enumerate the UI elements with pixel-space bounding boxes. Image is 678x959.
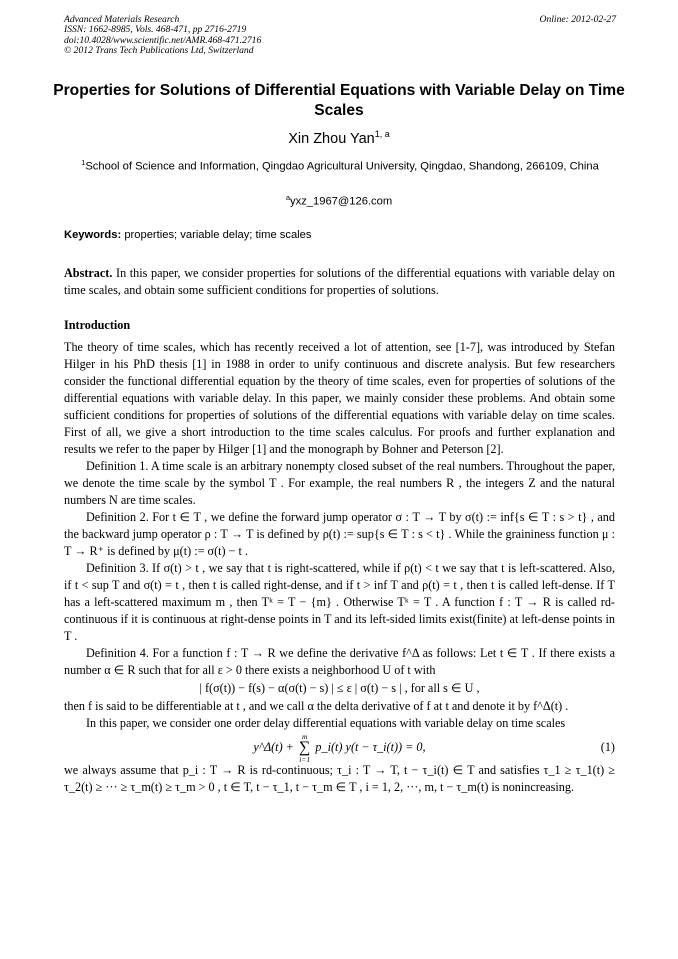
definition-4-inequality: | f(σ(t)) − f(s) − α(σ(t) − s) | ≤ ε | σ(t) − s | , for all s ∈ U , xyxy=(199,681,480,695)
email-sup: a xyxy=(285,193,290,202)
journal-name: Advanced Materials Research xyxy=(64,14,180,25)
definition-4: Definition 4. For a function f : T → R we define the derivative f^Δ as follows: Let t ∈ T . If there exists a number α ∈ R such that for all ε > 0 there exists a neighborhood U of t with xyxy=(64,646,615,677)
section-heading-introduction: Introduction xyxy=(64,318,131,332)
doi-line: doi:10.4028/www.scientific.net/AMR.468-471.2716 xyxy=(64,34,262,46)
definition-1: Definition 1. A time scale is an arbitrary nonempty closed subset of the real numbers. Throughout the paper, we denote the time scale by the symbol T . For example, the real numbers R , the integers Z and the natural numbers N are time scales. xyxy=(64,459,615,507)
equation-1-number: (1) xyxy=(600,740,615,754)
delay-paragraph: In this paper, we consider one order delay differential equations with variable delay on time scales xyxy=(86,716,566,730)
online-date: Online: 2012-02-27 xyxy=(539,14,616,25)
affiliation-sup: 1 xyxy=(81,158,86,167)
journal-header xyxy=(64,15,261,57)
introduction-body xyxy=(64,339,615,796)
author-name: Xin Zhou Yan xyxy=(288,130,375,147)
assumptions-paragraph: we always assume that p_i : T → R is rd-continuous; τ_i : T → T, t − τ_i(t) ∈ T and satisfies τ_1 ≥ τ_1(t) ≥ τ_2(t) ≥ ··· ≥ τ_m(t) ≥ τ_m > 0 , t ∈ T, t − τ_1, t − τ_m ∈ T , i = 1, 2, ···, m, t − τ_m(t) is nonincreasing. xyxy=(64,763,615,794)
definition-4-continued: then f is said to be differentiable at t , and we call α the delta derivative of f at t and denote it by f^Δ(t) . xyxy=(64,699,569,713)
email-line xyxy=(0,193,678,208)
affiliation-text: School of Science and Information, Qingdao Agricultural University, Qingdao, Shandong, 266109, China xyxy=(85,160,599,173)
affiliation xyxy=(64,154,616,176)
abstract xyxy=(64,265,615,299)
sum-upper-limit: m xyxy=(301,732,308,742)
copyright-line: © 2012 Trans Tech Publications Ltd, Switzerland xyxy=(64,45,254,57)
author-line xyxy=(0,129,678,147)
keywords-text: properties; variable delay; time scales xyxy=(124,229,312,241)
keywords xyxy=(64,229,616,241)
abstract-label: Abstract. xyxy=(64,266,113,280)
issn-line: ISSN: 1662-8985, Vols. 468-471, pp 2716-2719 xyxy=(64,24,247,36)
abstract-text: In this paper, we consider properties for solutions of the differential equations with variable delay on time scales, and obtain some sufficient conditions for properties of solutions. xyxy=(64,266,615,297)
paper-title: Properties for Solutions of Differential Equations with Variable Delay on Time Scales xyxy=(53,82,625,119)
equation-1-lhs: y^Δ(t) + xyxy=(253,740,297,754)
definition-3: Definition 3. If σ(t) > t , we say that t is right-scattered, while if ρ(t) < t we say that t is left-scattered. Also, if t < sup T and σ(t) = t , then t is called right-dense, and if t > inf T and ρ(t) = t , then t is called left-dense. If T has a left-scattered maximum m , then Tᵏ = T − {m} . Otherwise Tᵏ = T . A function f : T → R is called rd-continuous if it is continuous at right-dense points in T and its left-sided limits exist(finite) at left-dense points in T . xyxy=(64,561,615,643)
sum-lower-limit: i=1 xyxy=(299,755,311,765)
author-sup: 1, a xyxy=(374,129,390,139)
intro-paragraph: The theory of time scales, which has recently received a lot of attention, see [1-7], was introduced by Stefan Hilger in his PhD thesis [1] in 1988 in order to unify continuous and discrete analysis. But few researchers consider the functional differential equation by the theory of time scales, even for properties of solutions of the differential equations with variable delay. In this paper, we mainly consider these problems. And obtain some sufficient conditions for properties of solutions of the differential equations with variable delay on time scales. First of all, we give a short introduction to the time scales calculus. For proofs and further explanation and results we refer to the paper by Hilger [1] and the monograph by Bohner and Peterson [2]. xyxy=(64,340,615,456)
email-address: yxz_1967@126.com xyxy=(290,195,393,208)
summation-symbol xyxy=(299,732,310,764)
definition-2: Definition 2. For t ∈ T , we define the forward jump operator σ : T → T by σ(t) := inf{s ∈ T : s > t} , and the backward jump operator ρ : T → T is defined by ρ(t) := sup{s ∈ T : s < t} . While the graininess function μ : T → R⁺ is defined by μ(t) := σ(t) − t . xyxy=(64,510,615,558)
keywords-label: Keywords: xyxy=(64,229,122,241)
equation-1 xyxy=(64,732,615,765)
sigma-glyph: ∑ xyxy=(298,739,311,757)
equation-1-rhs: p_i(t) y(t − τ_i(t)) = 0, xyxy=(312,740,426,754)
